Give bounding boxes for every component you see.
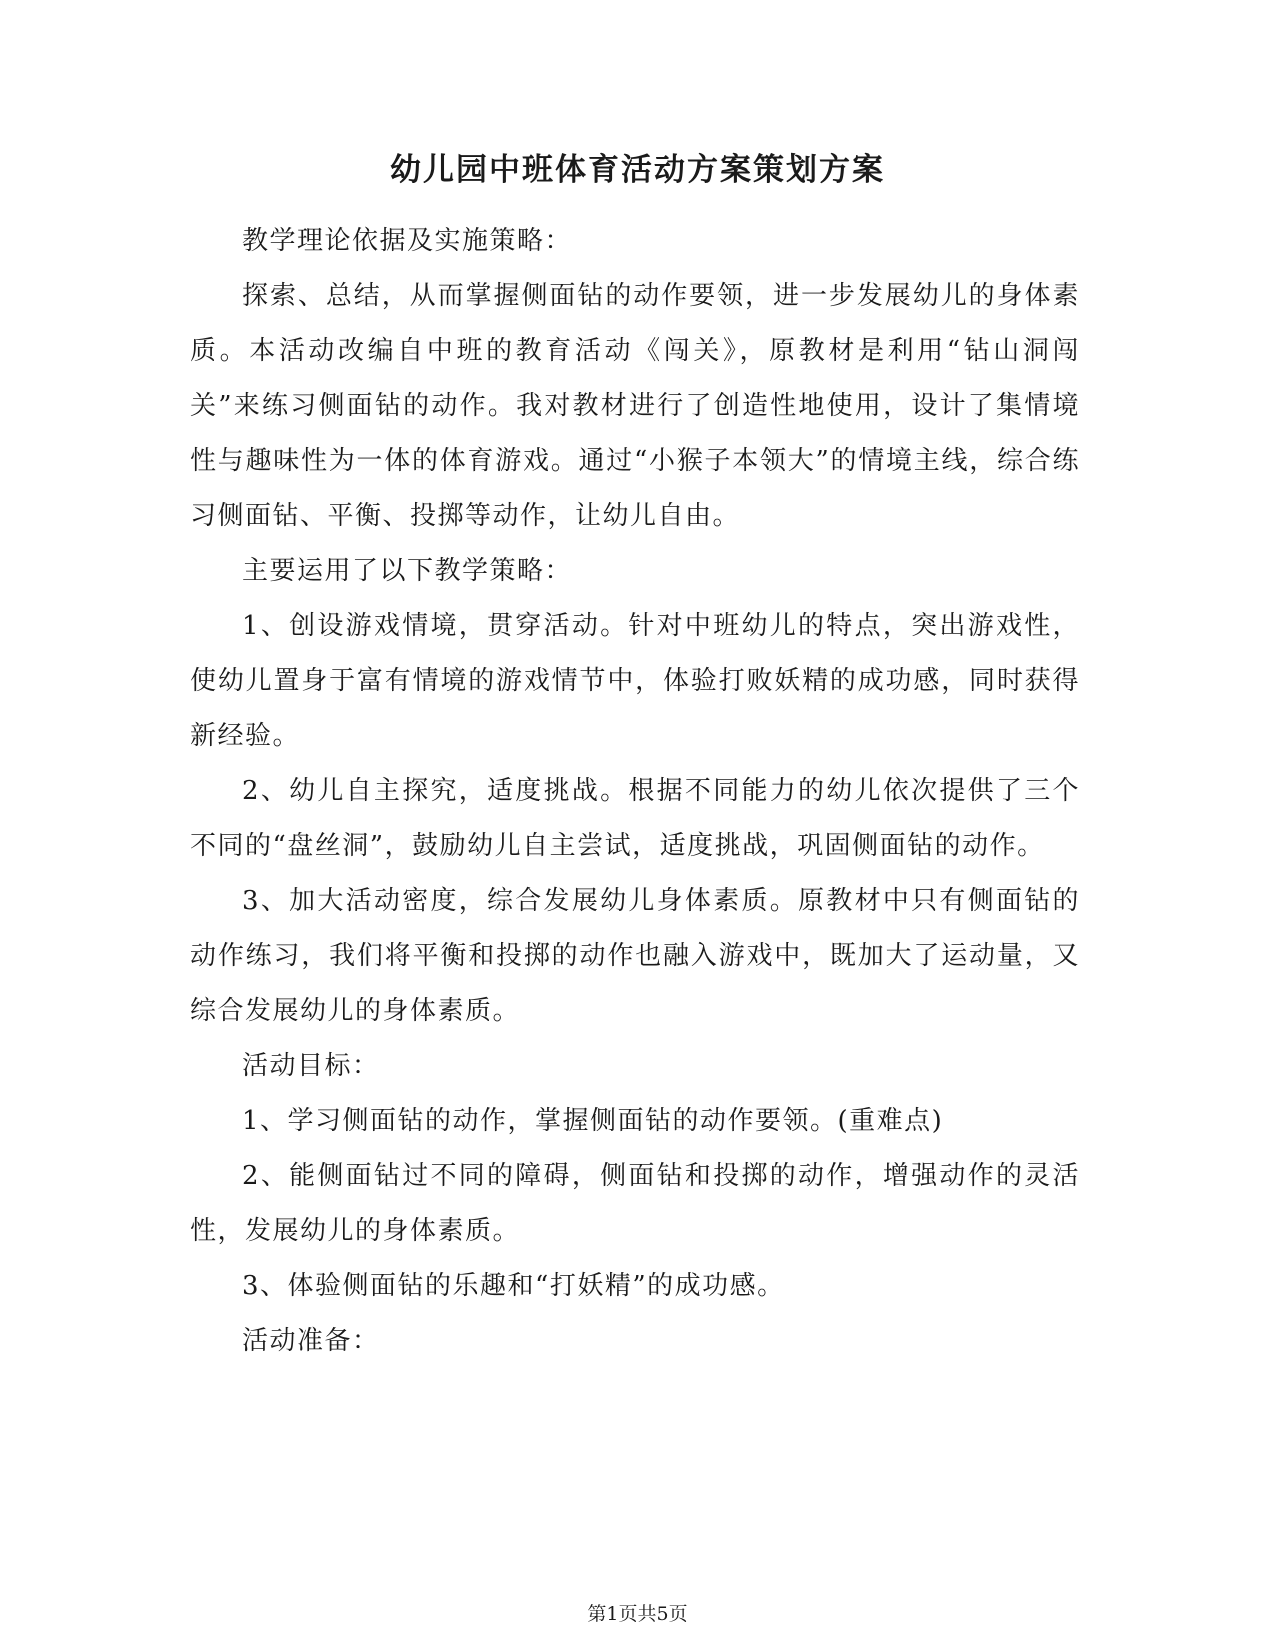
page-number-footer: 第1页共5页 bbox=[587, 1603, 688, 1625]
paragraph-goals-heading: 活动目标： bbox=[242, 1051, 380, 1081]
paragraph-goal-2: 2、能侧面钻过不同的障碍，侧面钻和投掷的动作，增强动作的灵活性，发展幼儿的身体素质。 bbox=[190, 1161, 1080, 1246]
paragraph-preparation-heading: 活动准备： bbox=[242, 1326, 380, 1356]
paragraph-goal-3: 3、体验侧面钻的乐趣和“打妖精”的成功感。 bbox=[242, 1271, 785, 1301]
paragraph-strategy-1: 1、创设游戏情境，贯穿活动。针对中班幼儿的特点，突出游戏性，使幼儿置身于富有情境的游戏情节中，体验打败妖精的成功感，同时获得新经验。 bbox=[190, 611, 1080, 751]
paragraph-strategy-2: 2、幼儿自主探究，适度挑战。根据不同能力的幼儿依次提供了三个不同的“盘丝洞”，鼓励幼儿自主尝试，适度挑战，巩固侧面钻的动作。 bbox=[190, 776, 1080, 861]
paragraph-strategy-3: 3、加大活动密度，综合发展幼儿身体素质。原教材中只有侧面钻的动作练习，我们将平衡和投掷的动作也融入游戏中，既加大了运动量，又综合发展幼儿的身体素质。 bbox=[190, 886, 1080, 1026]
document-body bbox=[190, 214, 1080, 1369]
paragraph-strategies-heading: 主要运用了以下教学策略： bbox=[242, 556, 573, 586]
document-title: 幼儿园中班体育活动方案策划方案 bbox=[390, 152, 885, 188]
paragraph-goal-1: 1、学习侧面钻的动作，掌握侧面钻的动作要领。(重难点) bbox=[242, 1106, 944, 1136]
paragraph-theory-heading: 教学理论依据及实施策略： bbox=[242, 226, 573, 256]
paragraph-activity-background: 探索、总结，从而掌握侧面钻的动作要领，进一步发展幼儿的身体素质。本活动改编自中班的教育活动《闯关》，原教材是利用“钻山洞闯关”来练习侧面钻的动作。我对教材进行了创造性地使用，设计了集情境性与趣味性为一体的体育游戏。通过“小猴子本领大”的情境主线，综合练习侧面钻、平衡、投掷等动作，让幼儿自由。 bbox=[190, 281, 1080, 531]
